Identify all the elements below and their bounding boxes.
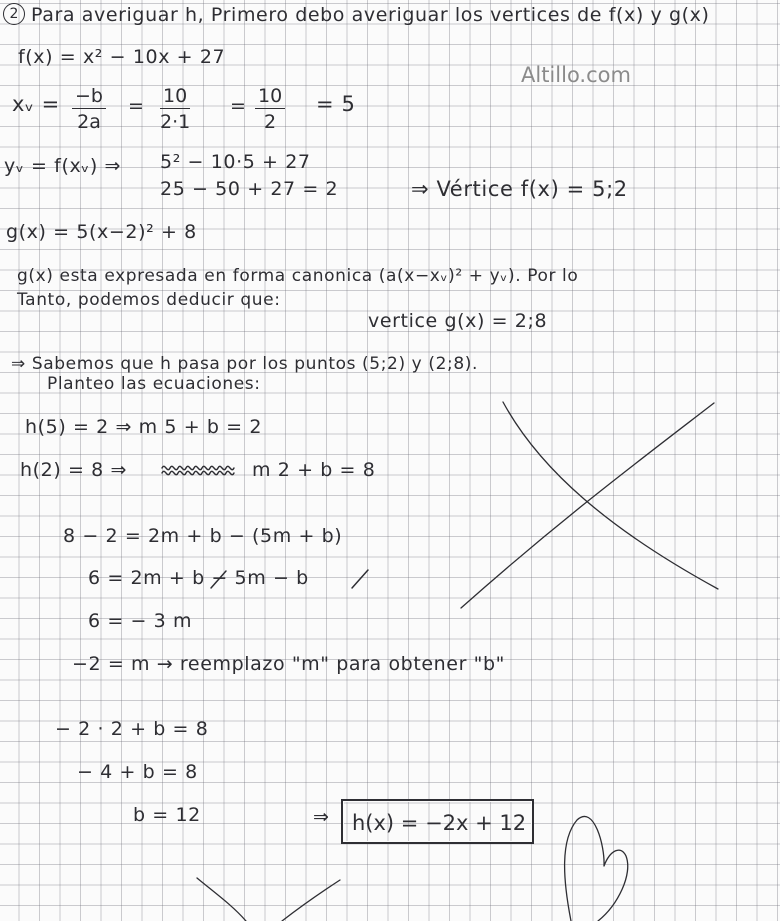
xv-fraction-3-den: 2	[264, 111, 277, 133]
subtraction-step-3: 6 = − 3 m	[88, 610, 193, 632]
b-step-1: − 2 · 2 + b = 8	[55, 718, 209, 740]
b-step-2: − 4 + b = 8	[77, 761, 198, 783]
result-arrow: ⇒	[313, 806, 330, 828]
problem-number: 2	[3, 3, 25, 25]
vertex-f: ⇒ Vértice f(x) = 5;2	[411, 177, 628, 201]
xv-equals-2: =	[230, 95, 247, 117]
subtraction-step-4: −2 = m → reemplazo "m" para obtener "b"	[72, 653, 505, 675]
canonica-line-2: Tanto, podemos deducir que:	[17, 290, 281, 310]
equation-2-right: m 2 + b = 8	[252, 459, 376, 481]
cross-stroke-1	[503, 402, 718, 589]
heart-doodle	[565, 816, 628, 921]
xv-fraction-1-den: 2a	[77, 111, 101, 133]
xv-fraction-2-den: 2·1	[160, 111, 191, 133]
bottom-cross-left	[197, 878, 246, 921]
scribble-mark	[162, 466, 234, 474]
b-step-3: b = 12	[133, 804, 201, 826]
vertex-g: vertice g(x) = 2;8	[368, 310, 548, 332]
cross-stroke-2	[461, 403, 714, 608]
xv-result: = 5	[316, 92, 356, 116]
gx-definition: g(x) = 5(x−2)² + 8	[6, 221, 197, 243]
final-result-box: h(x) = −2x + 12	[341, 799, 534, 844]
xv-equals-1: =	[128, 95, 145, 117]
yv-line-1: 5² − 10·5 + 27	[160, 151, 311, 173]
puntos-line-1: ⇒ Sabemos que h pasa por los puntos (5;2) y (2;8).	[11, 354, 478, 374]
yv-line-2: 25 − 50 + 27 = 2	[160, 178, 339, 200]
canonica-line-1: g(x) esta expresada en forma canonica (a(x−xᵥ)² + yᵥ). Por lo	[17, 266, 579, 286]
watermark: Altillo.com	[521, 63, 631, 87]
yv-label: yᵥ = f(xᵥ) ⇒	[4, 155, 122, 177]
intro-line: Para averiguar h, Primero debo averiguar los vertices de f(x) y g(x)	[31, 4, 710, 26]
xv-fraction-2-num: 10	[160, 87, 190, 109]
xv-fraction-1-num: −b	[72, 87, 106, 109]
cancel-mark-plus-b	[211, 571, 226, 588]
bottom-cross-right	[282, 880, 340, 921]
xv-label: xᵥ =	[12, 92, 60, 116]
subtraction-step-1: 8 − 2 = 2m + b − (5m + b)	[63, 525, 343, 547]
xv-fraction-3-num: 10	[255, 87, 285, 109]
fx-definition: f(x) = x² − 10x + 27	[18, 46, 226, 68]
equation-1: h(5) = 2 ⇒ m 5 + b = 2	[25, 416, 263, 438]
equation-2-left: h(2) = 8 ⇒	[20, 459, 128, 481]
subtraction-step-2: 6 = 2m + b − 5m − b	[88, 567, 309, 589]
cancel-mark-minus-b	[352, 570, 368, 588]
puntos-line-2: Planteo las ecuaciones:	[47, 374, 261, 394]
